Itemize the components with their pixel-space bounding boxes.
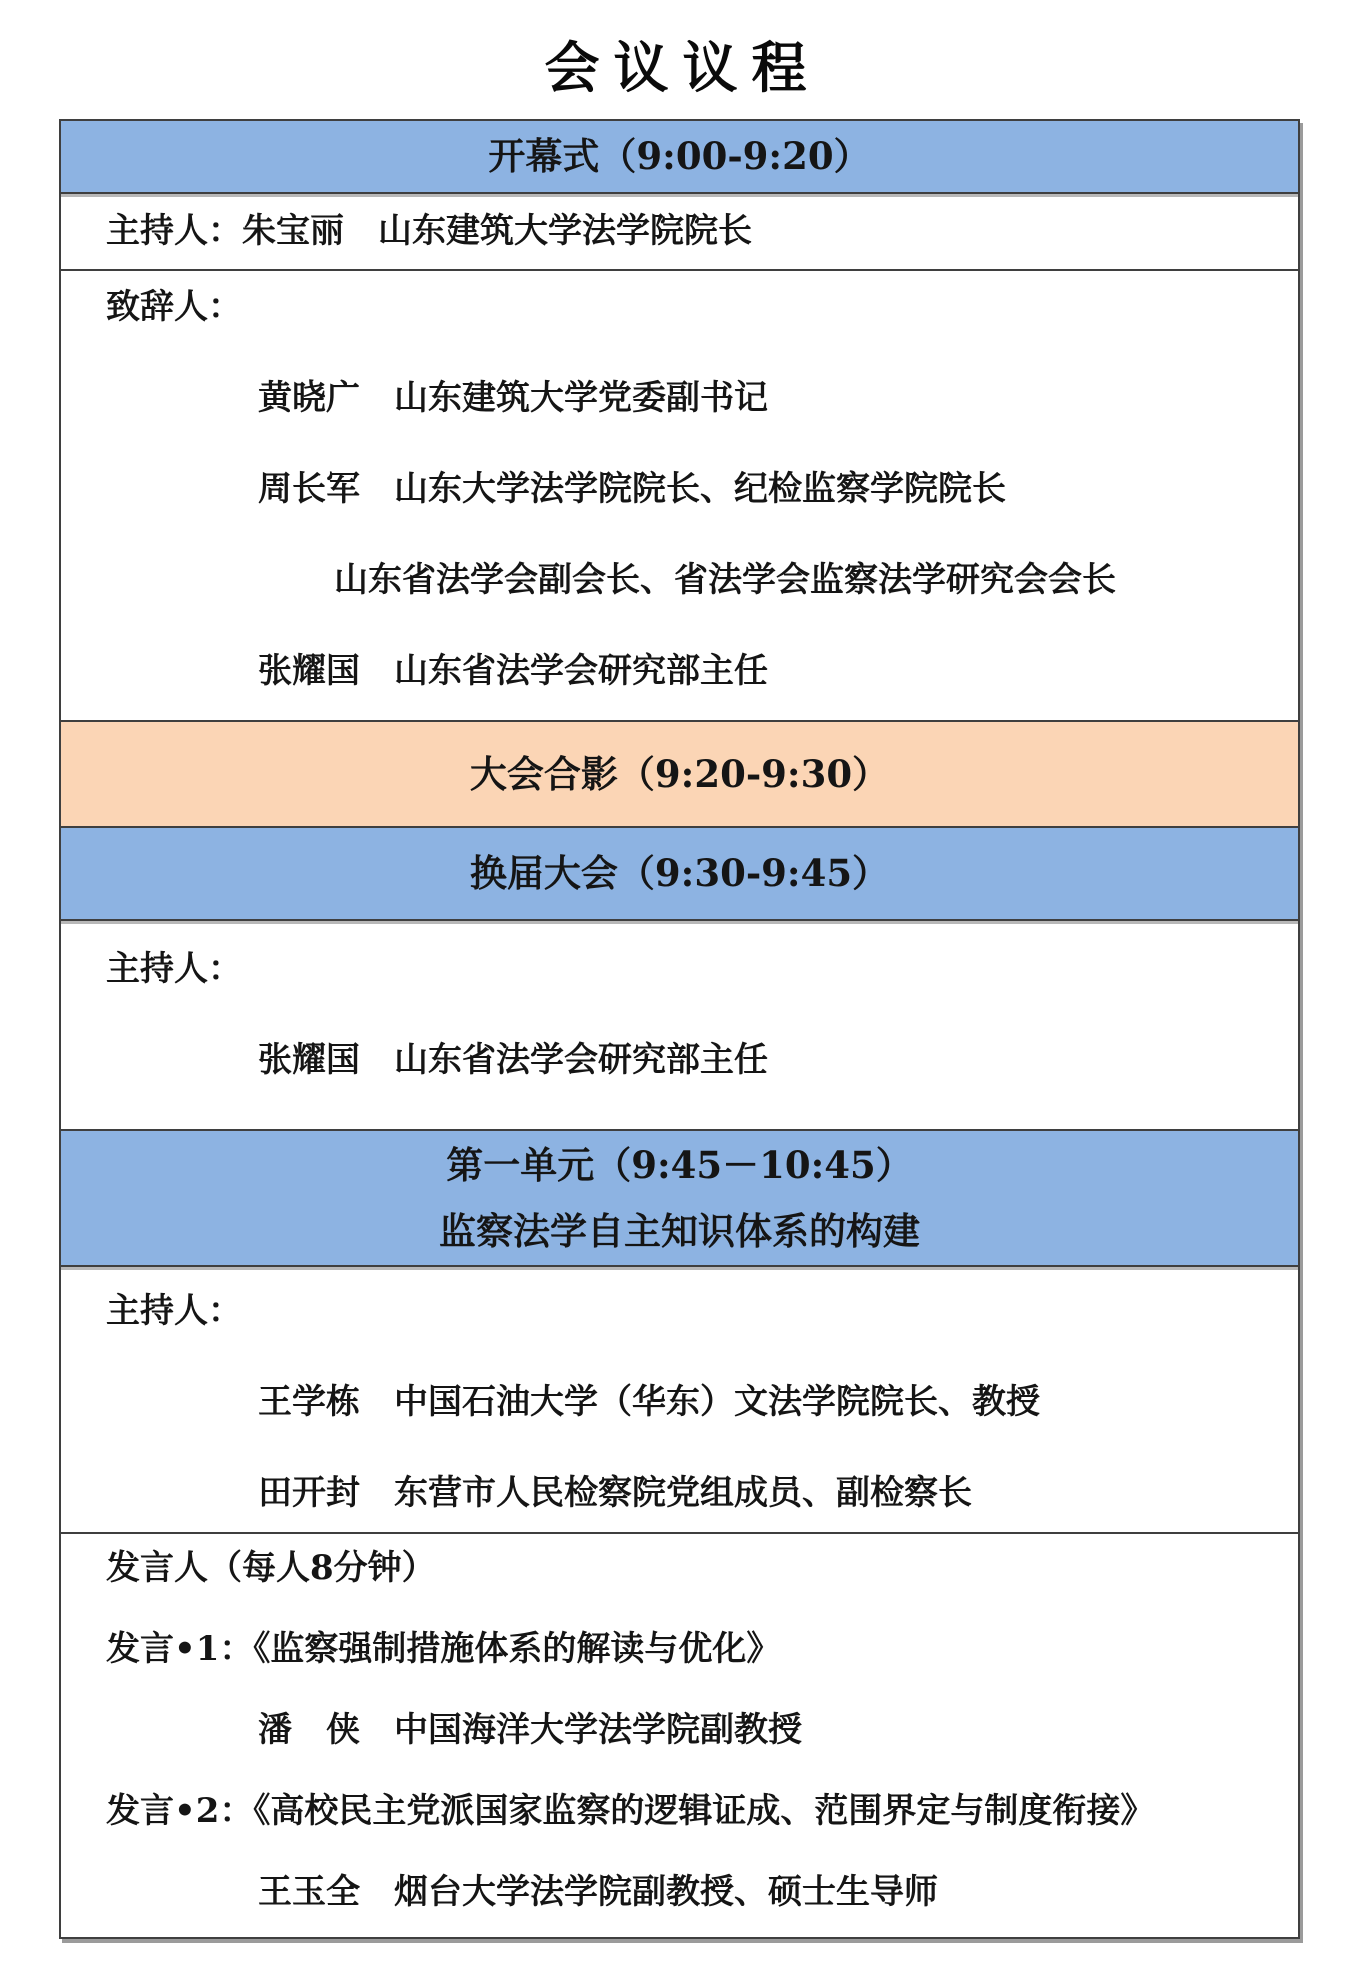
agenda-table	[59, 119, 1300, 1939]
speaker-line-continuation: 山东省法学会副会长、省法学会监察法学研究会会长	[334, 560, 1116, 600]
band-title-photo: 大会合影（9:20-9:30）	[469, 751, 890, 796]
band-title-opening: 开幕式（9:00-9:20）	[488, 134, 871, 179]
speeches-label: 发言人（每人8分钟）	[106, 1548, 436, 1588]
band-subtitle-unit1: 监察法学自主知识体系的构建	[439, 1209, 920, 1253]
section-unit1-speeches	[61, 1534, 1298, 1937]
speakers-label: 致辞人：	[106, 287, 242, 327]
speaker-line: 黄晓广 山东建筑大学党委副书记	[258, 378, 768, 418]
section-opening-speakers	[61, 271, 1298, 722]
host-line: 王学栋 中国石油大学（华东）文法学院院长、教授	[258, 1382, 1040, 1422]
host-label: 主持人：	[106, 1291, 242, 1331]
host-label: 主持人：	[106, 949, 242, 989]
section-band-election	[61, 828, 1298, 921]
speaker-line: 周长军 山东大学法学院院长、纪检监察学院院长	[258, 469, 1006, 509]
page-title: 会议议程	[544, 35, 821, 100]
speech-1-speaker: 潘 侠 中国海洋大学法学院副教授	[258, 1710, 802, 1750]
band-title-unit1: 第一单元（9:45－10:45）	[446, 1142, 913, 1187]
host-line: 主持人：朱宝丽 山东建筑大学法学院院长	[106, 211, 752, 251]
section-band-opening	[61, 121, 1298, 194]
section-election-host	[61, 921, 1298, 1131]
speech-2-title: 发言•2：《高校民主党派国家监察的逻辑证成、范围界定与制度衔接》	[106, 1791, 1155, 1831]
host-line: 田开封 东营市人民检察院党组成员、副检察长	[258, 1473, 972, 1513]
band-title-election: 换届大会（9:30-9:45）	[469, 851, 890, 896]
section-unit1-hosts	[61, 1267, 1298, 1534]
host-line: 张耀国 山东省法学会研究部主任	[258, 1040, 768, 1080]
section-band-unit1	[61, 1131, 1298, 1267]
speech-1-title: 发言•1：《监察强制措施体系的解读与优化》	[106, 1629, 781, 1669]
speech-2-speaker: 王玉全 烟台大学法学院副教授、硕士生导师	[258, 1872, 938, 1912]
section-band-photo	[61, 722, 1298, 828]
section-opening-host	[61, 194, 1298, 271]
speaker-line: 张耀国 山东省法学会研究部主任	[258, 651, 768, 691]
